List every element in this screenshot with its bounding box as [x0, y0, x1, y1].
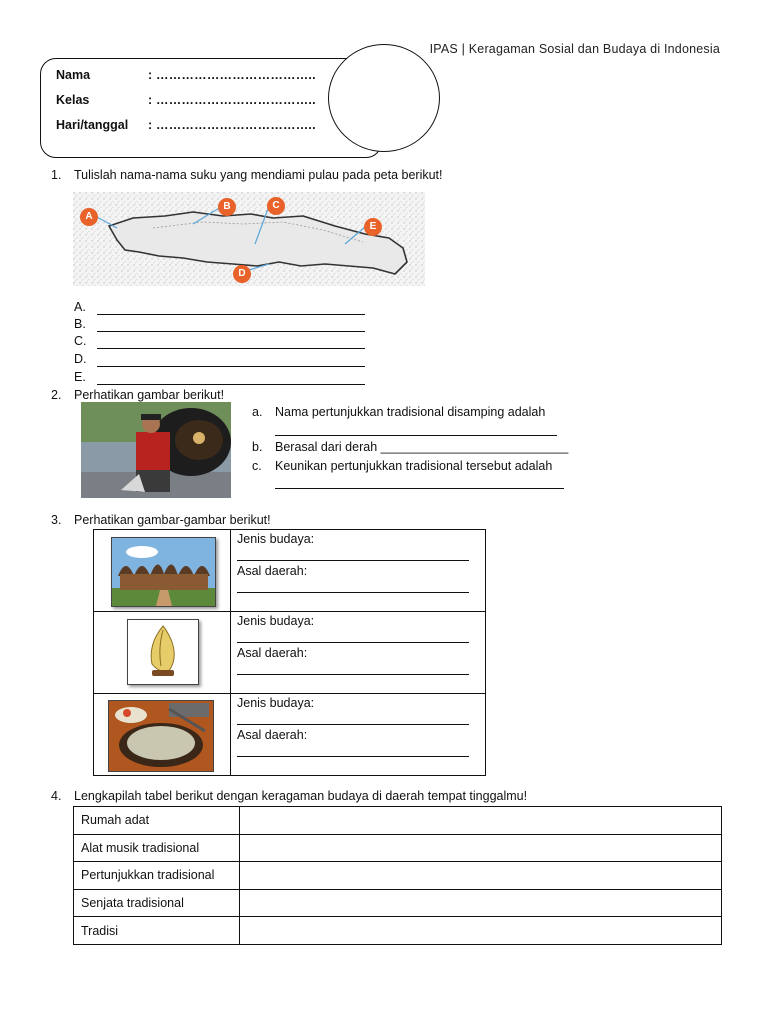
q4-row [74, 862, 722, 890]
q3-row2-asal-label: Asal daerah: [237, 646, 308, 660]
q4-answer-cell[interactable] [240, 889, 722, 917]
reog-dancer-photo [81, 402, 231, 498]
q3-image-cell [94, 530, 231, 612]
q1-answer-d-label: D. [74, 352, 87, 366]
q3-row3-jenis-line[interactable] [237, 710, 469, 725]
q2c-letter: c. [252, 459, 262, 473]
map-marker-b: B [218, 198, 236, 216]
q2a-answer-line[interactable] [275, 435, 557, 436]
map-marker-d: D [233, 265, 251, 283]
q1-answer-e-label: E. [74, 370, 86, 384]
date-label: Hari/tanggal [56, 118, 129, 132]
q1-answer-e-line[interactable] [97, 384, 365, 385]
map-marker-a: A [80, 208, 98, 226]
q3-row3-asal-line[interactable] [237, 742, 469, 757]
q4-answer-cell[interactable] [240, 807, 722, 835]
q2a-text: Nama pertunjukkan tradisional disamping adalah [275, 405, 546, 419]
q4-row-label: Senjata tradisional [74, 889, 240, 917]
q2c-text: Keunikan pertunjukkan tradisional tersebut adalah [275, 459, 553, 473]
class-field[interactable]: : ……………………………….. [148, 93, 316, 107]
q3-row1-asal-line[interactable] [237, 578, 469, 593]
rumah-gadang-photo [111, 537, 216, 607]
q2c-answer-line[interactable] [275, 488, 564, 489]
q4-row-label: Tradisi [74, 917, 240, 945]
q4-row-label: Alat musik tradisional [74, 834, 240, 862]
q3-row2-jenis-line[interactable] [237, 628, 469, 643]
q1-text: Tulislah nama-nama suku yang mendiami pulau pada peta berikut! [74, 168, 443, 182]
q1-answer-c-line[interactable] [97, 348, 365, 349]
q3-answer-cell [231, 530, 486, 612]
q4-table [73, 806, 722, 945]
map-marker-c: C [267, 197, 285, 215]
q4-number: 4. [51, 789, 62, 803]
date-field[interactable]: : ……………………………….. [148, 118, 316, 132]
name-label: Nama [56, 68, 91, 82]
papeda-photo [108, 700, 214, 772]
q3-number: 3. [51, 513, 62, 527]
q3-image-cell [94, 612, 231, 694]
map-marker-e: E [364, 218, 382, 236]
q3-row2-asal-line[interactable] [237, 660, 469, 675]
q3-row3-asal-label: Asal daerah: [237, 728, 308, 742]
q2-text: Perhatikan gambar berikut! [74, 388, 225, 402]
q3-text: Perhatikan gambar-gambar berikut! [74, 513, 271, 527]
q2-number: 2. [51, 388, 62, 402]
q1-number: 1. [51, 168, 62, 182]
q3-row [94, 530, 486, 612]
q3-row [94, 694, 486, 776]
q1-answer-a-line[interactable] [97, 314, 365, 315]
q2b-text: Berasal dari derah ___________________________ [275, 440, 569, 454]
q4-row-label: Rumah adat [74, 807, 240, 835]
q4-answer-cell[interactable] [240, 917, 722, 945]
photo-circle [328, 44, 440, 152]
q3-row1-jenis-label: Jenis budaya: [237, 532, 315, 546]
q3-row1-jenis-line[interactable] [237, 546, 469, 561]
q1-answer-d-line[interactable] [97, 366, 365, 367]
q3-answer-cell [231, 612, 486, 694]
q4-answer-cell[interactable] [240, 834, 722, 862]
q2b-letter: b. [252, 440, 263, 454]
q4-row [74, 917, 722, 945]
q4-row [74, 834, 722, 862]
q1-answer-b-line[interactable] [97, 331, 365, 332]
page-header-title: IPAS | Keragaman Sosial dan Budaya di Indonesia [429, 42, 720, 56]
q1-answer-a-label: A. [74, 300, 86, 314]
class-label: Kelas [56, 93, 90, 107]
q3-row1-asal-label: Asal daerah: [237, 564, 308, 578]
q3-table [93, 529, 486, 776]
rencong-photo [127, 619, 199, 685]
q4-answer-cell[interactable] [240, 862, 722, 890]
q3-row2-jenis-label: Jenis budaya: [237, 614, 315, 628]
q4-text: Lengkapilah tabel berikut dengan keragaman budaya di daerah tempat tinggalmu! [74, 789, 528, 803]
q3-answer-cell [231, 694, 486, 776]
q3-row [94, 612, 486, 694]
q1-answer-c-label: C. [74, 334, 87, 348]
q1-answer-b-label: B. [74, 317, 86, 331]
q4-row-label: Pertunjukkan tradisional [74, 862, 240, 890]
q2a-letter: a. [252, 405, 263, 419]
name-field[interactable]: : ……………………………….. [148, 68, 316, 82]
q3-row3-jenis-label: Jenis budaya: [237, 696, 315, 710]
q3-image-cell [94, 694, 231, 776]
java-map [73, 192, 425, 286]
q4-row [74, 807, 722, 835]
q4-row [74, 889, 722, 917]
